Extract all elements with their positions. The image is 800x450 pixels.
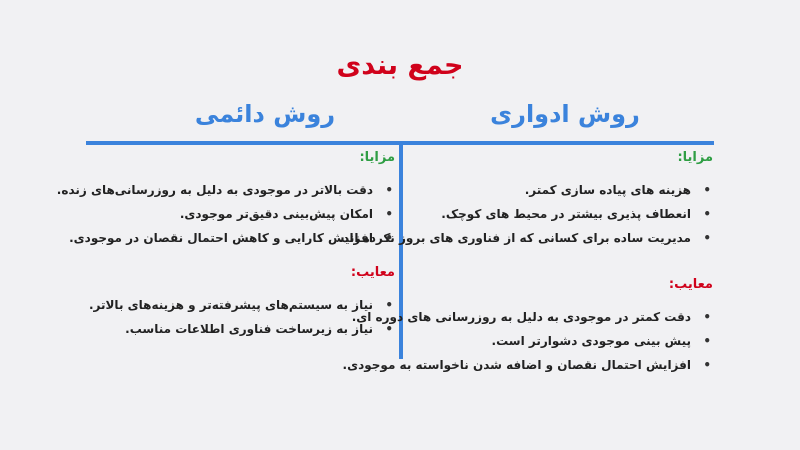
- list-item: • پیش بینی موجودی دشوارتر است.: [405, 334, 691, 348]
- list-item: • امکان پیش‌بینی دقیق‌تر موجودی.: [115, 207, 373, 221]
- pros-label: مزایا:: [677, 150, 713, 165]
- list-item: • نیاز به زیرساخت فناوری اطلاعات مناسب.: [115, 322, 373, 336]
- list-item: • هزینه های پیاده سازی کمتر.: [405, 183, 691, 197]
- list-item: • انعطاف پذیری بیشتر در محیط های کوچک.: [405, 207, 691, 221]
- heading-periodic-method: روش ادواری: [490, 100, 640, 128]
- cons-list: [88, 298, 395, 336]
- pros-list: [56, 183, 395, 245]
- heading-perpetual-method: روش دائمی: [194, 100, 336, 128]
- list-item: • دقت کمتر در موجودی به دلیل به روزرسانی های دوره ای.: [405, 310, 691, 324]
- list-item: • مدیریت ساده برای کسانی که از فناوری های بروز نکرده اند.: [405, 231, 691, 245]
- list-item: • افزایش احتمال نقصان و اضافه شدن ناخواسته به موجودی.: [405, 358, 691, 372]
- cons-list: [342, 310, 713, 372]
- list-item: • دقت بالاتر در موجودی به دلیل به روزرسانی‌های زنده.: [115, 183, 373, 197]
- list-item: • افزایش کارایی و کاهش احتمال نقصان در موجودی.: [115, 231, 373, 245]
- periodic-method-column: [338, 150, 713, 382]
- cons-label: معایب:: [668, 277, 713, 292]
- pros-list: [338, 183, 713, 245]
- pros-label: مزایا:: [359, 150, 395, 165]
- cons-label: معایب:: [350, 265, 395, 280]
- perpetual-method-column: [56, 150, 395, 346]
- list-item: • نیاز به سیستم‌های پیشرفته‌تر و هزینه‌های بالاتر.: [115, 298, 373, 312]
- slide-title: جمع بندی: [336, 50, 464, 81]
- vertical-divider: [399, 141, 403, 359]
